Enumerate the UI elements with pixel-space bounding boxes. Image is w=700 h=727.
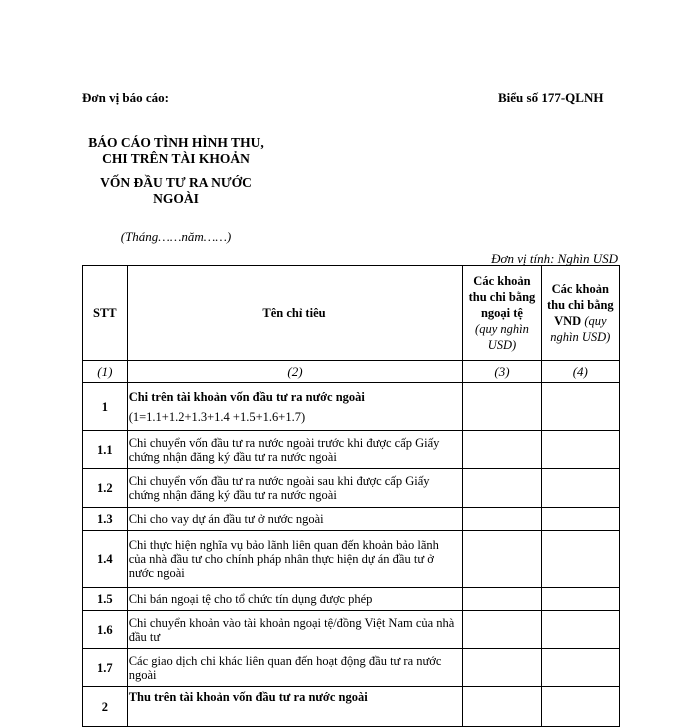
column-header-vnd-title: Các khoản thu chi bằng VND — [546, 282, 614, 328]
row-stt: 1.1 — [83, 431, 128, 469]
row-foreign-value[interactable] — [463, 531, 541, 588]
column-number-row — [83, 361, 620, 383]
row-vnd-value[interactable] — [541, 383, 619, 431]
row-indicator-name: Chi bán ngoại tệ cho tổ chức tín dụng được phép — [127, 588, 463, 611]
table-header-row — [83, 266, 620, 361]
row-indicator-name: Chi chuyển vốn đầu tư ra nước ngoài sau khi được cấp Giấy chứng nhận đăng ký đầu tư ra nước ngoài — [127, 469, 463, 508]
row-indicator-name — [127, 383, 463, 431]
column-number-3: (3) — [463, 361, 541, 383]
row-vnd-value[interactable] — [541, 649, 619, 687]
table-row — [83, 687, 620, 727]
column-header-vnd-unit: (quy nghìn USD) — [550, 314, 611, 344]
form-number: Biểu số 177-QLNH — [498, 90, 604, 105]
table-row — [83, 508, 620, 531]
table-row — [83, 383, 620, 431]
report-title-line-2: VỐN ĐẦU TƯ RA NƯỚC NGOÀI — [100, 175, 252, 206]
row-indicator-name: Các giao dịch chi khác liên quan đến hoạt động đầu tư ra nước ngoài — [127, 649, 463, 687]
table-row — [83, 611, 620, 649]
row-foreign-value[interactable] — [463, 383, 541, 431]
row-foreign-value[interactable] — [463, 687, 541, 727]
row-stt: 1.3 — [83, 508, 128, 531]
row-foreign-value[interactable] — [463, 649, 541, 687]
row-indicator-formula: (1=1.1+1.2+1.3+1.4 +1.5+1.6+1.7) — [128, 409, 306, 424]
table-row — [83, 588, 620, 611]
row-foreign-value[interactable] — [463, 588, 541, 611]
table-row — [83, 469, 620, 508]
row-vnd-value[interactable] — [541, 431, 619, 469]
column-header-stt: STT — [83, 266, 128, 361]
row-vnd-value[interactable] — [541, 469, 619, 508]
column-number-2: (2) — [127, 361, 463, 383]
row-foreign-value[interactable] — [463, 508, 541, 531]
report-period: (Tháng……năm……) — [120, 229, 232, 244]
row-stt: 1.2 — [83, 469, 128, 508]
row-indicator-title: Chi trên tài khoản vốn đầu tư ra nước ngoài — [128, 389, 365, 404]
report-table — [82, 265, 620, 727]
row-indicator-name: Chi chuyển khoản vào tài khoản ngoại tệ/đồng Việt Nam của nhà đầu tư — [127, 611, 463, 649]
row-stt: 1.5 — [83, 588, 128, 611]
table-row — [83, 649, 620, 687]
row-stt: 1.6 — [83, 611, 128, 649]
row-stt: 1.7 — [83, 649, 128, 687]
row-indicator-name: Chi cho vay dự án đầu tư ở nước ngoài — [127, 508, 463, 531]
row-stt: 1.4 — [83, 531, 128, 588]
column-header-name: Tên chỉ tiêu — [127, 266, 463, 361]
column-header-foreign-unit: (quy nghìn USD) — [475, 322, 529, 352]
row-vnd-value[interactable] — [541, 611, 619, 649]
row-vnd-value[interactable] — [541, 588, 619, 611]
column-header-foreign — [463, 266, 541, 361]
row-vnd-value[interactable] — [541, 687, 619, 727]
row-foreign-value[interactable] — [463, 469, 541, 508]
reporting-unit-label: Đơn vị báo cáo: — [82, 90, 170, 105]
report-title — [82, 135, 270, 206]
row-stt: 1 — [83, 383, 128, 431]
row-indicator-name: Thu trên tài khoản vốn đầu tư ra nước ngoài — [127, 687, 463, 727]
column-header-vnd — [541, 266, 619, 361]
row-vnd-value[interactable] — [541, 508, 619, 531]
column-number-1: (1) — [83, 361, 128, 383]
row-vnd-value[interactable] — [541, 531, 619, 588]
table-row — [83, 431, 620, 469]
row-indicator-name: Chi chuyển vốn đầu tư ra nước ngoài trước khi được cấp Giấy chứng nhận đăng ký đầu tư ra nước ngoài — [127, 431, 463, 469]
row-stt: 2 — [83, 687, 128, 727]
table-row — [83, 531, 620, 588]
row-foreign-value[interactable] — [463, 431, 541, 469]
row-indicator-name: Chi thực hiện nghĩa vụ bảo lãnh liên quan đến khoản bảo lãnh của nhà đầu tư cho chính pháp nhân thực hiện dự án đầu tư ở nước ngoài — [127, 531, 463, 588]
currency-unit-note: Đơn vị tính: Nghìn USD — [491, 251, 618, 266]
column-header-foreign-title: Các khoản thu chi bằng ngoại tệ — [468, 274, 536, 320]
row-foreign-value[interactable] — [463, 611, 541, 649]
report-title-line-1: BÁO CÁO TÌNH HÌNH THU, CHI TRÊN TÀI KHOẢN — [88, 135, 264, 166]
column-number-4: (4) — [541, 361, 619, 383]
